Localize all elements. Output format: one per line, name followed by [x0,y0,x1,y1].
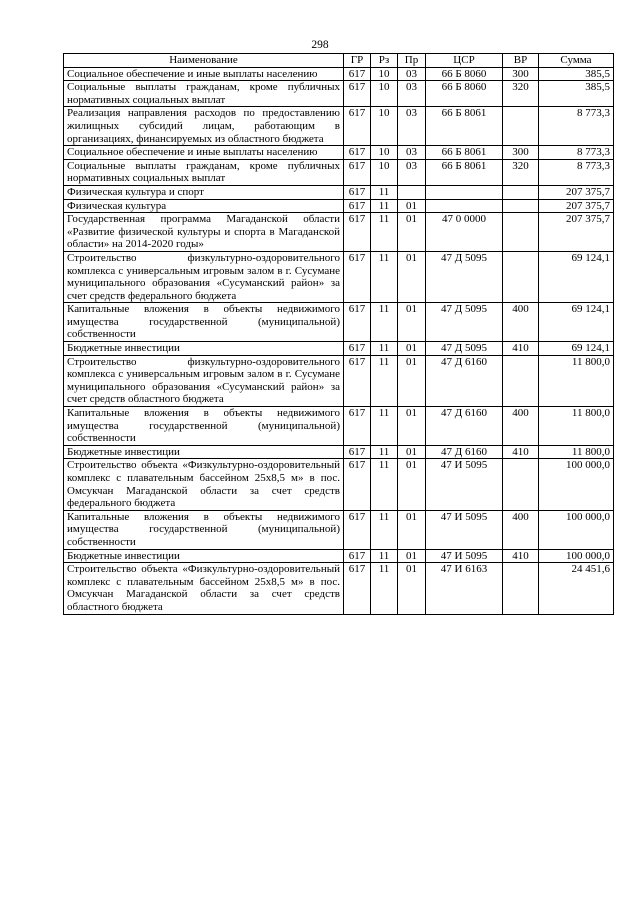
table-row [64,510,614,549]
header-row [64,54,614,68]
cell-vr [503,355,539,406]
cell-gr: 617 [344,185,371,199]
cell-vr: 320 [503,81,539,107]
header-pr: Пр [398,54,426,68]
header-sum: Сумма [539,54,614,68]
cell-vr: 300 [503,146,539,160]
cell-rz: 11 [371,342,398,356]
cell-name: Физическая культура и спорт [64,185,344,199]
cell-sum: 8 773,3 [539,159,614,185]
cell-name: Строительство физкультурно-оздоровительного комплекса с универсальным игровым залом в г. Сусумане муниципального образования «Сусуманский район» за счет средств федерального бюджета [64,251,344,302]
cell-pr: 01 [398,549,426,563]
cell-pr: 01 [398,355,426,406]
cell-sum: 385,5 [539,67,614,81]
cell-gr: 617 [344,81,371,107]
cell-rz: 11 [371,407,398,446]
cell-pr: 01 [398,445,426,459]
cell-sum: 100 000,0 [539,549,614,563]
cell-vr: 410 [503,445,539,459]
cell-sum: 24 451,6 [539,563,614,614]
cell-rz: 11 [371,199,398,213]
table-body [64,67,614,614]
cell-name: Капитальные вложения в объекты недвижимого имущества государственной (муниципальной) собственности [64,510,344,549]
cell-vr [503,459,539,510]
cell-name: Капитальные вложения в объекты недвижимого имущества государственной (муниципальной) собственности [64,303,344,342]
cell-gr: 617 [344,213,371,252]
cell-name: Физическая культура [64,199,344,213]
header-name: Наименование [64,54,344,68]
cell-pr: 01 [398,213,426,252]
cell-gr: 617 [344,67,371,81]
cell-sum: 69 124,1 [539,303,614,342]
cell-vr [503,107,539,146]
table-row [64,185,614,199]
table-row [64,251,614,302]
table-row [64,146,614,160]
header-rz: Рз [371,54,398,68]
header-gr: ГР [344,54,371,68]
cell-csr: 66 Б 8060 [426,67,503,81]
cell-pr: 03 [398,159,426,185]
cell-vr [503,199,539,213]
cell-name: Социальное обеспечение и иные выплаты населению [64,146,344,160]
cell-pr: 01 [398,407,426,446]
budget-table [63,53,614,615]
cell-vr: 400 [503,510,539,549]
cell-name: Бюджетные инвестиции [64,342,344,356]
cell-pr: 03 [398,146,426,160]
cell-csr: 47 И 5095 [426,549,503,563]
cell-name: Строительство физкультурно-оздоровительного комплекса с универсальным игровым залом в г. Сусумане муниципального образования «Сусуманский район» за счет средств областного бюджета [64,355,344,406]
cell-gr: 617 [344,199,371,213]
cell-name: Бюджетные инвестиции [64,549,344,563]
cell-name: Социальные выплаты гражданам, кроме публичных нормативных социальных выплат [64,159,344,185]
cell-rz: 10 [371,146,398,160]
cell-rz: 11 [371,445,398,459]
table-row [64,549,614,563]
cell-name: Социальное обеспечение и иные выплаты населению [64,67,344,81]
table-row [64,67,614,81]
cell-csr: 66 Б 8061 [426,146,503,160]
cell-gr: 617 [344,510,371,549]
cell-name: Строительство объекта «Физкультурно-оздоровительный комплекс с плавательным бассейном 25х8,5 м» в пос. Омсукчан Магаданской области за счет средств федерального бюджета [64,459,344,510]
cell-sum: 207 375,7 [539,185,614,199]
cell-rz: 11 [371,251,398,302]
cell-name: Государственная программа Магаданской области «Развитие физической культуры и спорта в Магаданской области» на 2014-2020 годы» [64,213,344,252]
cell-csr: 47 0 0000 [426,213,503,252]
cell-csr: 47 Д 5095 [426,303,503,342]
cell-csr: 47 Д 5095 [426,342,503,356]
cell-sum: 69 124,1 [539,342,614,356]
cell-csr: 66 Б 8061 [426,159,503,185]
cell-gr: 617 [344,407,371,446]
cell-vr: 400 [503,407,539,446]
cell-rz: 10 [371,67,398,81]
cell-name: Реализация направления расходов по предоставлению жилищных субсидий лицам, работающим в организациях, финансируемых из областного бюджета [64,107,344,146]
cell-name: Социальные выплаты гражданам, кроме публичных нормативных социальных выплат [64,81,344,107]
cell-rz: 11 [371,355,398,406]
cell-gr: 617 [344,445,371,459]
cell-sum: 207 375,7 [539,213,614,252]
cell-sum: 8 773,3 [539,107,614,146]
cell-csr: 47 И 5095 [426,510,503,549]
cell-pr: 03 [398,67,426,81]
cell-csr: 47 И 6163 [426,563,503,614]
table-row [64,459,614,510]
cell-sum: 11 800,0 [539,445,614,459]
table-row [64,445,614,459]
cell-rz: 10 [371,107,398,146]
cell-csr: 47 Д 6160 [426,355,503,406]
cell-pr: 01 [398,303,426,342]
cell-vr: 410 [503,549,539,563]
table-row [64,199,614,213]
table-row [64,159,614,185]
cell-rz: 11 [371,510,398,549]
cell-csr: 47 Д 6160 [426,407,503,446]
header-vr: ВР [503,54,539,68]
cell-rz: 11 [371,459,398,510]
header-csr: ЦСР [426,54,503,68]
cell-name: Капитальные вложения в объекты недвижимого имущества государственной (муниципальной) собственности [64,407,344,446]
cell-sum: 11 800,0 [539,355,614,406]
cell-gr: 617 [344,563,371,614]
cell-pr: 03 [398,81,426,107]
cell-pr: 01 [398,459,426,510]
cell-gr: 617 [344,303,371,342]
cell-sum: 207 375,7 [539,199,614,213]
table-row [64,355,614,406]
cell-sum: 69 124,1 [539,251,614,302]
cell-vr: 320 [503,159,539,185]
cell-csr: 47 Д 5095 [426,251,503,302]
page-number: 298 [311,39,329,51]
cell-pr: 01 [398,342,426,356]
cell-gr: 617 [344,355,371,406]
cell-gr: 617 [344,107,371,146]
cell-vr [503,563,539,614]
cell-csr: 66 Б 8061 [426,107,503,146]
cell-gr: 617 [344,159,371,185]
cell-pr: 03 [398,107,426,146]
cell-pr: 01 [398,251,426,302]
cell-vr [503,185,539,199]
cell-rz: 11 [371,303,398,342]
cell-rz: 10 [371,159,398,185]
table-row [64,303,614,342]
cell-pr: 01 [398,510,426,549]
cell-sum: 8 773,3 [539,146,614,160]
cell-pr: 01 [398,199,426,213]
table-header [64,54,614,68]
cell-csr: 47 Д 6160 [426,445,503,459]
cell-gr: 617 [344,146,371,160]
cell-gr: 617 [344,342,371,356]
table-row [64,407,614,446]
table-row [64,342,614,356]
cell-rz: 11 [371,549,398,563]
table-row [64,563,614,614]
cell-csr: 47 И 5095 [426,459,503,510]
cell-pr: 01 [398,563,426,614]
cell-vr [503,251,539,302]
table-row [64,213,614,252]
cell-name: Бюджетные инвестиции [64,445,344,459]
cell-vr: 410 [503,342,539,356]
cell-sum: 385,5 [539,81,614,107]
cell-csr [426,199,503,213]
cell-pr [398,185,426,199]
cell-rz: 10 [371,81,398,107]
cell-gr: 617 [344,459,371,510]
cell-vr: 300 [503,67,539,81]
cell-csr [426,185,503,199]
cell-rz: 11 [371,213,398,252]
cell-vr: 400 [503,303,539,342]
cell-sum: 100 000,0 [539,510,614,549]
cell-sum: 11 800,0 [539,407,614,446]
cell-rz: 11 [371,185,398,199]
cell-sum: 100 000,0 [539,459,614,510]
cell-csr: 66 Б 8060 [426,81,503,107]
cell-name: Строительство объекта «Физкультурно-оздоровительный комплекс с плавательным бассейном 25х8,5 м» в пос. Омсукчан Магаданской области за счет средств областного бюджета [64,563,344,614]
cell-rz: 11 [371,563,398,614]
table-row [64,107,614,146]
cell-gr: 617 [344,549,371,563]
cell-vr [503,213,539,252]
cell-gr: 617 [344,251,371,302]
table-row [64,81,614,107]
